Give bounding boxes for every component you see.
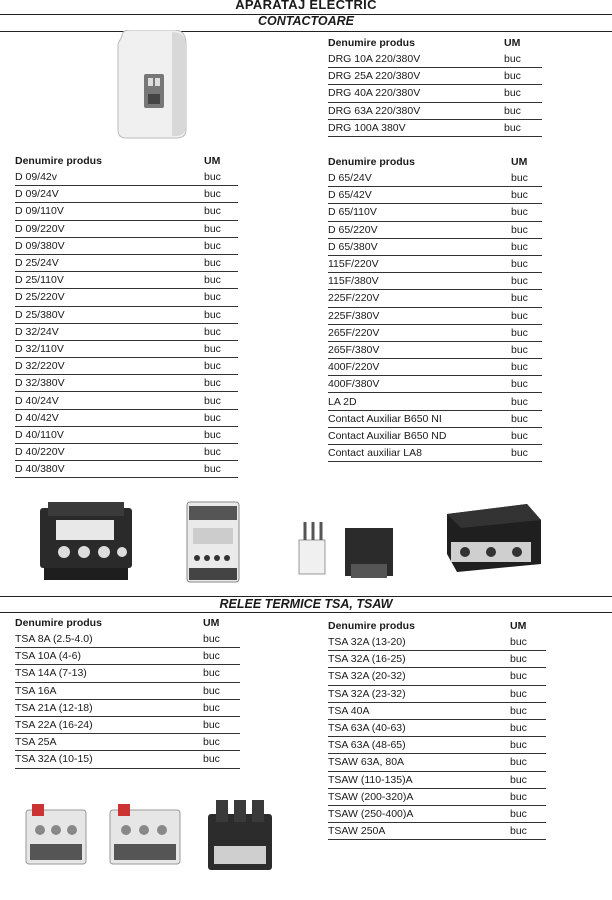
product-name: D 40/380V (15, 463, 65, 476)
product-name: D 25/24V (15, 257, 59, 270)
table-header (15, 613, 240, 631)
table-row (15, 307, 238, 324)
product-name: TSA 8A (2.5-4.0) (15, 633, 93, 646)
table-row (328, 445, 542, 462)
unit-of-measure: buc (511, 326, 528, 339)
table-row (328, 187, 542, 204)
product-name: D 32/380V (15, 377, 65, 390)
col-name-header: Denumire produs (328, 37, 415, 49)
unit-of-measure: buc (203, 633, 220, 646)
unit-of-measure: buc (511, 240, 528, 253)
unit-of-measure: buc (504, 87, 521, 100)
unit-of-measure: buc (511, 275, 528, 288)
modular-contactor-photo (112, 30, 192, 140)
table-row (15, 700, 240, 717)
unit-of-measure: buc (204, 463, 221, 476)
product-name: 400F/220V (328, 361, 380, 374)
table-row (15, 375, 238, 392)
product-name: D 40/42V (15, 411, 59, 424)
table-row (328, 51, 542, 68)
table-row (328, 68, 542, 85)
table-row (328, 325, 542, 342)
unit-of-measure: buc (204, 171, 221, 184)
col-um-header: UM (510, 620, 527, 632)
product-name: D 09/42v (15, 171, 58, 184)
product-name: 265F/220V (328, 326, 380, 339)
table-row (328, 120, 542, 137)
table-row (328, 376, 542, 393)
product-name: D 65/42V (328, 189, 372, 202)
thermal-relay-photo-2 (104, 800, 186, 872)
product-name: DRG 100A 380V (328, 121, 406, 134)
col-um-header: UM (511, 156, 528, 168)
unit-of-measure: buc (511, 172, 528, 185)
product-name: TSA 63A (40-63) (328, 722, 406, 735)
table-row (328, 85, 542, 102)
unit-of-measure: buc (204, 188, 221, 201)
table-row (15, 734, 240, 751)
product-name: 225F/220V (328, 292, 380, 305)
product-name: 265F/380V (328, 343, 380, 356)
product-name: D 09/110V (15, 205, 64, 218)
unit-of-measure: buc (511, 429, 528, 442)
product-name: D 09/380V (15, 239, 65, 252)
table-row (15, 341, 238, 358)
table-row (15, 358, 238, 375)
thermal-relay-photo-1 (20, 800, 92, 872)
table-row (328, 754, 546, 771)
d-right-table (328, 152, 542, 462)
unit-of-measure: buc (504, 121, 521, 134)
product-name: D 40/110V (15, 428, 64, 441)
table-row (328, 393, 542, 410)
unit-of-measure: buc (504, 70, 521, 83)
unit-of-measure: buc (204, 222, 221, 235)
product-name: D 40/24V (15, 394, 59, 407)
table-row (328, 308, 542, 325)
table-row (328, 170, 542, 187)
unit-of-measure: buc (203, 667, 220, 680)
unit-of-measure: buc (510, 773, 527, 786)
unit-of-measure: buc (510, 790, 527, 803)
col-name-header: Denumire produs (15, 155, 102, 167)
unit-of-measure: buc (511, 395, 528, 408)
table-row (15, 427, 238, 444)
table-row (15, 683, 240, 700)
tsa-left-table (15, 613, 240, 769)
product-name: D 25/220V (15, 291, 65, 304)
unit-of-measure: buc (511, 309, 528, 322)
product-name: TSA 22A (16-24) (15, 719, 93, 732)
table-row (15, 169, 238, 186)
product-name: TSA 10A (4-6) (15, 650, 81, 663)
unit-of-measure: buc (510, 807, 527, 820)
unit-of-measure: buc (504, 104, 521, 117)
product-name: TSA 63A (48-65) (328, 739, 406, 752)
unit-of-measure: buc (510, 670, 527, 683)
product-name: Contact Auxiliar B650 ND (328, 429, 447, 442)
unit-of-measure: buc (204, 325, 221, 338)
product-name: DRG 25A 220/380V (328, 70, 421, 83)
table-row (328, 342, 542, 359)
table-row (15, 203, 238, 220)
unit-of-measure: buc (510, 704, 527, 717)
product-name: TSAW (200-320)A (328, 790, 414, 803)
product-name: TSA 32A (20-32) (328, 670, 406, 683)
section-divider-contactoare (0, 31, 612, 32)
unit-of-measure: buc (204, 308, 221, 321)
product-name: D 65/220V (328, 223, 378, 236)
table-header (328, 616, 546, 634)
product-name: D 32/24V (15, 325, 59, 338)
unit-of-measure: buc (204, 394, 221, 407)
unit-of-measure: buc (204, 360, 221, 373)
product-name: LA 2D (328, 395, 357, 408)
contactor-photo-3 (295, 516, 399, 590)
product-name: D 40/220V (15, 446, 65, 459)
unit-of-measure: buc (204, 446, 221, 459)
product-name: D 32/220V (15, 360, 65, 373)
table-row (15, 238, 238, 255)
table-row (328, 222, 542, 239)
table-row (328, 651, 546, 668)
product-name: TSA 14A (7-13) (15, 667, 87, 680)
unit-of-measure: buc (511, 412, 528, 425)
product-name: 400F/380V (328, 378, 380, 391)
table-row (328, 204, 542, 221)
unit-of-measure: buc (510, 636, 527, 649)
unit-of-measure: buc (203, 753, 220, 766)
table-row (15, 186, 238, 203)
product-name: TSAW (110-135)A (328, 773, 413, 786)
product-name: DRG 40A 220/380V (328, 87, 421, 100)
table-row (15, 665, 240, 682)
table-header (328, 152, 542, 170)
table-row (15, 444, 238, 461)
product-name: TSA 32A (23-32) (328, 687, 406, 700)
table-header (328, 33, 542, 51)
unit-of-measure: buc (204, 377, 221, 390)
col-um-header: UM (203, 617, 220, 629)
table-row (328, 703, 546, 720)
table-row (328, 103, 542, 120)
section-title-relee: RELEE TERMICE TSA, TSAW (219, 597, 393, 611)
thermal-relay-photo-3 (200, 794, 280, 878)
product-name: D 09/220V (15, 222, 65, 235)
table-row (15, 461, 238, 478)
product-name: 225F/380V (328, 309, 380, 322)
product-name: Contact Auxiliar B650 NI (328, 412, 442, 425)
product-name: 115F/380V (328, 275, 379, 288)
table-row (328, 239, 542, 256)
unit-of-measure: buc (204, 274, 221, 287)
table-row (328, 273, 542, 290)
tsa-right-table (328, 616, 546, 840)
unit-of-measure: buc (204, 411, 221, 424)
unit-of-measure: buc (204, 291, 221, 304)
section-title-contactoare: CONTACTOARE (257, 14, 355, 28)
product-name: TSAW (250-400)A (328, 807, 414, 820)
unit-of-measure: buc (511, 343, 528, 356)
unit-of-measure: buc (510, 722, 527, 735)
unit-of-measure: buc (511, 361, 528, 374)
unit-of-measure: buc (204, 257, 221, 270)
col-name-header: Denumire produs (328, 620, 415, 632)
page-title: APARATAJ ELECTRIC (235, 0, 377, 12)
table-row (328, 411, 542, 428)
table-row (15, 272, 238, 289)
table-row (15, 410, 238, 427)
unit-of-measure: buc (203, 736, 220, 749)
unit-of-measure: buc (510, 756, 527, 769)
product-name: D 25/110V (15, 274, 64, 287)
unit-of-measure: buc (511, 447, 528, 460)
product-name: DRG 63A 220/380V (328, 104, 421, 117)
col-um-header: UM (504, 37, 521, 49)
unit-of-measure: buc (511, 223, 528, 236)
unit-of-measure: buc (203, 719, 220, 732)
product-name: TSA 21A (12-18) (15, 701, 93, 714)
unit-of-measure: buc (511, 189, 528, 202)
product-name: D 32/110V (15, 342, 64, 355)
table-row (15, 289, 238, 306)
product-name: D 09/24V (15, 188, 59, 201)
table-row (15, 751, 240, 768)
contactor-photo-4 (437, 494, 545, 580)
col-name-header: Denumire produs (328, 156, 415, 168)
product-name: D 65/24V (328, 172, 372, 185)
table-row (15, 392, 238, 409)
table-row (328, 772, 546, 789)
product-name: 115F/220V (328, 258, 379, 271)
unit-of-measure: buc (203, 684, 220, 697)
unit-of-measure: buc (511, 258, 528, 271)
table-row (328, 290, 542, 307)
unit-of-measure: buc (511, 206, 528, 219)
table-row (15, 255, 238, 272)
product-name: TSA 25A (15, 736, 57, 749)
unit-of-measure: buc (510, 653, 527, 666)
unit-of-measure: buc (204, 342, 221, 355)
table-row (328, 806, 546, 823)
product-name: Contact auxiliar LA8 (328, 447, 422, 460)
table-row (328, 737, 546, 754)
product-name: DRG 10A 220/380V (328, 53, 421, 66)
product-name: TSA 32A (16-25) (328, 653, 406, 666)
table-row (328, 823, 546, 840)
unit-of-measure: buc (510, 825, 527, 838)
drg-table (328, 33, 542, 137)
product-name: TSA 32A (13-20) (328, 636, 406, 649)
product-name: D 25/380V (15, 308, 65, 321)
unit-of-measure: buc (511, 292, 528, 305)
table-row (328, 634, 546, 651)
product-name: TSAW 63A, 80A (328, 756, 405, 769)
table-row (15, 221, 238, 238)
unit-of-measure: buc (510, 687, 527, 700)
d-left-table (15, 151, 238, 478)
product-name: TSA 16A (15, 684, 57, 697)
unit-of-measure: buc (504, 53, 521, 66)
product-name: TSA 40A (328, 704, 370, 717)
col-um-header: UM (204, 155, 221, 167)
table-row (15, 324, 238, 341)
table-row (15, 648, 240, 665)
unit-of-measure: buc (204, 205, 221, 218)
contactor-photo-2 (183, 498, 243, 586)
unit-of-measure: buc (203, 650, 220, 663)
table-row (328, 256, 542, 273)
product-name: D 65/110V (328, 206, 377, 219)
product-name: TSA 32A (10-15) (15, 753, 93, 766)
unit-of-measure: buc (204, 428, 221, 441)
col-name-header: Denumire produs (15, 617, 102, 629)
unit-of-measure: buc (510, 739, 527, 752)
table-row (15, 717, 240, 734)
table-row (328, 668, 546, 685)
table-row (328, 686, 546, 703)
table-row (328, 359, 542, 376)
table-row (15, 631, 240, 648)
table-header (15, 151, 238, 169)
unit-of-measure: buc (511, 378, 528, 391)
product-name: D 65/380V (328, 240, 378, 253)
unit-of-measure: buc (204, 239, 221, 252)
unit-of-measure: buc (203, 701, 220, 714)
product-name: TSAW 250A (328, 825, 386, 838)
table-row (328, 789, 546, 806)
contactor-photo-1 (34, 498, 138, 584)
table-row (328, 720, 546, 737)
table-row (328, 428, 542, 445)
